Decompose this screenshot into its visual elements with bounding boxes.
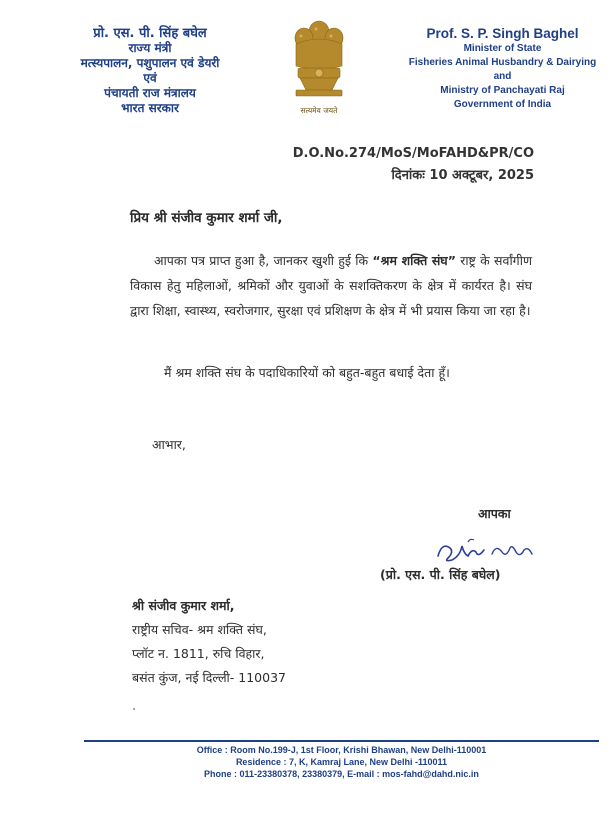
- designation-english-line: Fisheries Animal Husbandry & Dairying: [408, 57, 597, 68]
- paragraph-2-text: मैं श्रम शक्ति संघ के पदाधिकारियों को बहुत-बहुत बधाई देता हूँ।: [164, 365, 450, 380]
- designation-hindi-line: पंचायती राज मंत्रालय: [104, 86, 196, 100]
- thanks-line: आभार,: [152, 437, 186, 452]
- footer: [84, 744, 599, 780]
- paragraph-1: [130, 248, 532, 323]
- reference-block: [250, 143, 534, 187]
- designation-english-line: Minister of State: [463, 43, 542, 54]
- emblem-motto: सत्यमेव जयते: [300, 106, 338, 115]
- closing-line: आपका: [478, 506, 511, 521]
- signature-icon: [432, 534, 542, 570]
- recipient-address-line: बसंत कुंज, नई दिल्ली- 110037: [132, 670, 286, 685]
- footer-divider: [84, 740, 599, 742]
- recipient-address-line: राष्ट्रीय सचिव- श्रम शक्ति संघ,: [132, 622, 267, 637]
- designation-hindi-line: भारत सरकार: [121, 101, 179, 115]
- letterhead-english: [400, 26, 605, 112]
- reference-number: D.O.No.274/MoS/MoFAHD&PR/CO: [292, 146, 534, 161]
- paragraph-1-intro: आपका पत्र प्राप्त हुआ है, जानकर खुशी हुई कि: [154, 253, 373, 268]
- organisation-name: “श्रम शक्ति संघ”: [372, 253, 456, 268]
- paragraph-2: [130, 360, 532, 385]
- designation-hindi-line: मत्स्यपालन, पशुपालन एवं डेयरी: [80, 56, 220, 70]
- footer-contact: Phone : 011-23380378, 23380379, E-mail : mos-fahd@dahd.nic.in: [204, 769, 479, 779]
- stray-mark: [133, 708, 135, 710]
- designation-english-line: Ministry of Panchayati Raj: [440, 85, 565, 96]
- recipient-address: [132, 594, 286, 690]
- designation-hindi-line: एवं: [143, 71, 157, 85]
- letter-date: दिनांकः 10 अक्टूबर, 2025: [391, 168, 534, 183]
- letterhead-hindi: [60, 26, 240, 116]
- minister-name-hindi: प्रो. एस. पी. सिंह बघेल: [93, 26, 207, 41]
- salutation: प्रिय श्री संजीव कुमार शर्मा जी,: [130, 210, 283, 226]
- recipient-address-line: प्लॉट न. 1811, रुचि विहार,: [132, 646, 265, 661]
- footer-residence: Residence : 7, K, Kamraj Lane, New Delhi -110011: [235, 757, 448, 767]
- designation-hindi-line: राज्य मंत्री: [128, 41, 172, 55]
- recipient-name: श्री संजीव कुमार शर्मा,: [132, 598, 235, 613]
- designation-english-line: and: [493, 71, 512, 82]
- signatory-name: (प्रो. एस. पी. सिंह बघेल): [380, 567, 501, 582]
- paragraph-1-rest: राष्ट्र के सर्वांगीण विकास हेतु महिलाओं, श्रमिकों और युवाओं के सशक्तिकरण के क्षेत्र में कार्यरत है। संघ द्वारा शिक्षा, स्वास्थ्य, स्वरोजगार, सुरक्षा एवं प्रशिक्षण के क्षेत्र में भी प्रयास किया जा रहा है।: [130, 253, 532, 318]
- footer-office: Office : Room No.199-J, 1st Floor, Krishi Bhawan, New Delhi-110001: [196, 745, 487, 755]
- minister-name-english: Prof. S. P. Singh Baghel: [426, 26, 579, 41]
- designation-english-line: Government of India: [453, 99, 552, 110]
